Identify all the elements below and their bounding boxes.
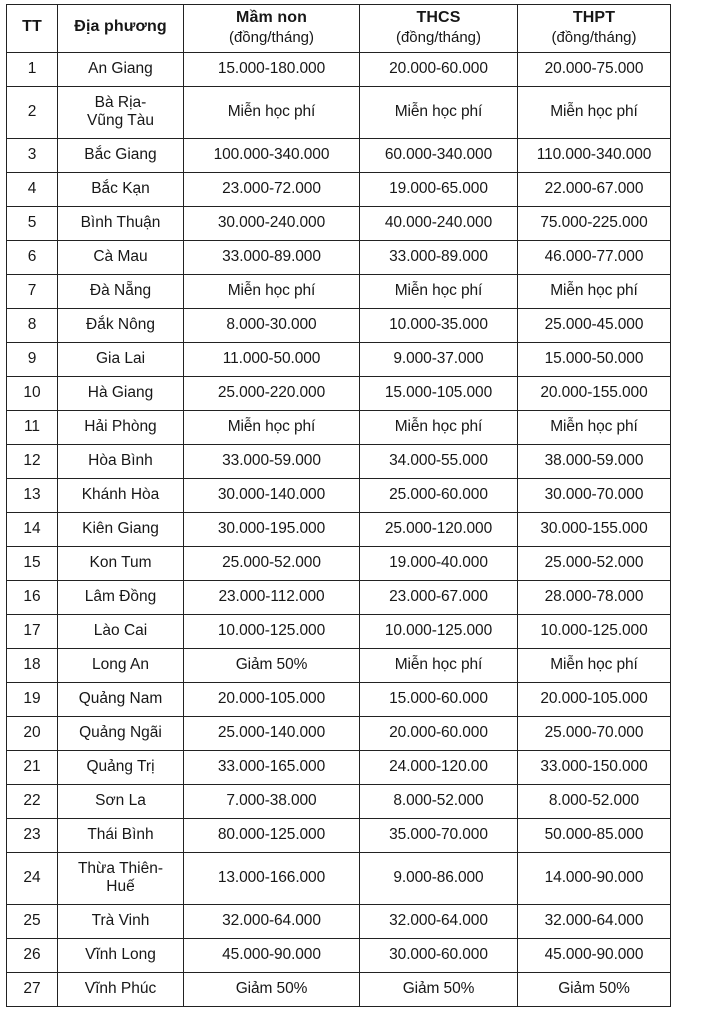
cell-fee-mn: Giảm 50% <box>184 972 360 1006</box>
cell-tt: 23 <box>7 818 58 852</box>
cell-fee-mn: 7.000-38.000 <box>184 784 360 818</box>
cell-fee-thpt: Miễn học phí <box>518 274 671 308</box>
cell-locality: Quảng Nam <box>58 682 184 716</box>
cell-tt: 14 <box>7 512 58 546</box>
column-header-thpt-unit: (đồng/tháng) <box>551 28 637 46</box>
cell-locality: Bắc Kạn <box>58 172 184 206</box>
cell-fee-thpt: 25.000-52.000 <box>518 546 671 580</box>
cell-fee-mn: 15.000-180.000 <box>184 52 360 86</box>
column-header-preschool-label: Mầm non <box>236 9 307 26</box>
cell-fee-thcs: Miễn học phí <box>360 410 518 444</box>
cell-fee-thcs: 10.000-35.000 <box>360 308 518 342</box>
cell-locality: Kiên Giang <box>58 512 184 546</box>
cell-fee-mn: Miễn học phí <box>184 274 360 308</box>
cell-tt: 6 <box>7 240 58 274</box>
table-row <box>7 546 671 580</box>
cell-fee-thcs: 30.000-60.000 <box>360 938 518 972</box>
cell-tt: 15 <box>7 546 58 580</box>
cell-locality: Hòa Bình <box>58 444 184 478</box>
cell-fee-thcs: 25.000-60.000 <box>360 478 518 512</box>
table-row <box>7 852 671 904</box>
cell-tt: 11 <box>7 410 58 444</box>
cell-fee-thpt: 30.000-155.000 <box>518 512 671 546</box>
column-header-thpt <box>518 5 671 53</box>
cell-fee-thcs: 10.000-125.000 <box>360 614 518 648</box>
cell-fee-thcs: Miễn học phí <box>360 86 518 138</box>
cell-fee-thcs: 24.000-120.00 <box>360 750 518 784</box>
cell-tt: 21 <box>7 750 58 784</box>
cell-locality: Long An <box>58 648 184 682</box>
cell-locality-line1: Thừa Thiên- <box>77 859 164 877</box>
cell-fee-mn: 30.000-240.000 <box>184 206 360 240</box>
table-row <box>7 904 671 938</box>
cell-fee-thpt: 32.000-64.000 <box>518 904 671 938</box>
column-header-thcs <box>360 5 518 53</box>
cell-fee-thcs: 15.000-60.000 <box>360 682 518 716</box>
cell-tt: 10 <box>7 376 58 410</box>
cell-locality: Trà Vinh <box>58 904 184 938</box>
cell-fee-mn: 23.000-112.000 <box>184 580 360 614</box>
cell-fee-thpt: 22.000-67.000 <box>518 172 671 206</box>
cell-locality: Bình Thuận <box>58 206 184 240</box>
table-row <box>7 138 671 172</box>
cell-fee-thcs: 15.000-105.000 <box>360 376 518 410</box>
cell-tt: 3 <box>7 138 58 172</box>
cell-locality: Sơn La <box>58 784 184 818</box>
cell-locality: Vĩnh Long <box>58 938 184 972</box>
cell-tt: 13 <box>7 478 58 512</box>
cell-fee-thpt: 33.000-150.000 <box>518 750 671 784</box>
cell-fee-thpt: 50.000-85.000 <box>518 818 671 852</box>
cell-fee-mn: 11.000-50.000 <box>184 342 360 376</box>
cell-locality: Khánh Hòa <box>58 478 184 512</box>
cell-locality <box>58 852 184 904</box>
cell-fee-thpt: 25.000-45.000 <box>518 308 671 342</box>
cell-fee-thcs: 25.000-120.000 <box>360 512 518 546</box>
cell-fee-thpt: Miễn học phí <box>518 410 671 444</box>
column-header-thcs-unit: (đồng/tháng) <box>395 28 482 46</box>
cell-tt: 25 <box>7 904 58 938</box>
cell-fee-thcs: 9.000-37.000 <box>360 342 518 376</box>
table-row <box>7 342 671 376</box>
cell-locality: Đắk Nông <box>58 308 184 342</box>
cell-tt: 2 <box>7 86 58 138</box>
cell-tt: 18 <box>7 648 58 682</box>
cell-locality <box>58 86 184 138</box>
cell-fee-thpt: 8.000-52.000 <box>518 784 671 818</box>
cell-fee-mn: 25.000-140.000 <box>184 716 360 750</box>
cell-fee-mn: 13.000-166.000 <box>184 852 360 904</box>
table-row <box>7 750 671 784</box>
cell-locality: Hà Giang <box>58 376 184 410</box>
tuition-fee-table <box>6 4 671 1007</box>
table-row <box>7 172 671 206</box>
table-row <box>7 478 671 512</box>
cell-tt: 12 <box>7 444 58 478</box>
cell-locality: Lào Cai <box>58 614 184 648</box>
cell-fee-thpt: 20.000-155.000 <box>518 376 671 410</box>
cell-fee-thpt: 20.000-75.000 <box>518 52 671 86</box>
cell-fee-thpt: 28.000-78.000 <box>518 580 671 614</box>
cell-fee-thcs: 40.000-240.000 <box>360 206 518 240</box>
cell-tt: 26 <box>7 938 58 972</box>
cell-tt: 24 <box>7 852 58 904</box>
cell-fee-thpt: 14.000-90.000 <box>518 852 671 904</box>
cell-fee-thpt: Miễn học phí <box>518 86 671 138</box>
cell-fee-thcs: Miễn học phí <box>360 274 518 308</box>
cell-fee-thpt: 10.000-125.000 <box>518 614 671 648</box>
cell-fee-mn: 80.000-125.000 <box>184 818 360 852</box>
cell-locality: Quảng Trị <box>58 750 184 784</box>
table-row <box>7 206 671 240</box>
cell-fee-mn: 25.000-220.000 <box>184 376 360 410</box>
cell-fee-mn: 23.000-72.000 <box>184 172 360 206</box>
table-row <box>7 818 671 852</box>
table-body <box>7 52 671 1006</box>
cell-locality: Bắc Giang <box>58 138 184 172</box>
cell-fee-mn: 45.000-90.000 <box>184 938 360 972</box>
cell-fee-mn: 10.000-125.000 <box>184 614 360 648</box>
cell-fee-thcs: 33.000-89.000 <box>360 240 518 274</box>
cell-fee-mn: Giảm 50% <box>184 648 360 682</box>
cell-fee-thcs: 34.000-55.000 <box>360 444 518 478</box>
cell-locality: Thái Bình <box>58 818 184 852</box>
cell-fee-mn: 8.000-30.000 <box>184 308 360 342</box>
cell-fee-thcs: Giảm 50% <box>360 972 518 1006</box>
cell-fee-mn: 32.000-64.000 <box>184 904 360 938</box>
cell-fee-thcs: 8.000-52.000 <box>360 784 518 818</box>
cell-fee-mn: 25.000-52.000 <box>184 546 360 580</box>
cell-locality: Đà Nẵng <box>58 274 184 308</box>
column-header-thcs-label: THCS <box>416 9 461 26</box>
cell-locality: An Giang <box>58 52 184 86</box>
cell-fee-thcs: 23.000-67.000 <box>360 580 518 614</box>
cell-fee-mn: 33.000-89.000 <box>184 240 360 274</box>
cell-tt: 20 <box>7 716 58 750</box>
table-row <box>7 784 671 818</box>
cell-fee-thcs: 9.000-86.000 <box>360 852 518 904</box>
table-row <box>7 444 671 478</box>
cell-fee-thcs: 35.000-70.000 <box>360 818 518 852</box>
cell-fee-thpt: 20.000-105.000 <box>518 682 671 716</box>
table-row <box>7 86 671 138</box>
cell-fee-thpt: 110.000-340.000 <box>518 138 671 172</box>
cell-fee-thpt: Miễn học phí <box>518 648 671 682</box>
cell-fee-thpt: 30.000-70.000 <box>518 478 671 512</box>
table-row <box>7 52 671 86</box>
cell-fee-mn: 33.000-59.000 <box>184 444 360 478</box>
table-row <box>7 376 671 410</box>
cell-locality: Quảng Ngãi <box>58 716 184 750</box>
cell-fee-mn: 33.000-165.000 <box>184 750 360 784</box>
cell-fee-thpt: 25.000-70.000 <box>518 716 671 750</box>
cell-fee-thpt: 75.000-225.000 <box>518 206 671 240</box>
cell-fee-mn: 30.000-140.000 <box>184 478 360 512</box>
cell-tt: 17 <box>7 614 58 648</box>
table-row <box>7 308 671 342</box>
cell-locality-line2: Huế <box>106 878 135 896</box>
cell-locality: Kon Tum <box>58 546 184 580</box>
cell-fee-thcs: Miễn học phí <box>360 648 518 682</box>
cell-fee-thpt: 45.000-90.000 <box>518 938 671 972</box>
cell-fee-mn: 20.000-105.000 <box>184 682 360 716</box>
table-row <box>7 274 671 308</box>
column-header-locality-label: Địa phương <box>74 18 167 36</box>
cell-locality: Cà Mau <box>58 240 184 274</box>
cell-fee-thcs: 20.000-60.000 <box>360 716 518 750</box>
cell-fee-thpt: 46.000-77.000 <box>518 240 671 274</box>
column-header-thpt-label: THPT <box>572 9 616 26</box>
table-header <box>7 5 671 53</box>
cell-fee-thcs: 32.000-64.000 <box>360 904 518 938</box>
cell-locality-line2: Vũng Tàu <box>87 112 154 130</box>
cell-fee-thcs: 60.000-340.000 <box>360 138 518 172</box>
cell-tt: 8 <box>7 308 58 342</box>
cell-fee-thpt: 15.000-50.000 <box>518 342 671 376</box>
cell-fee-thcs: 19.000-65.000 <box>360 172 518 206</box>
cell-tt: 22 <box>7 784 58 818</box>
table-header-row <box>7 5 671 53</box>
cell-tt: 7 <box>7 274 58 308</box>
cell-tt: 1 <box>7 52 58 86</box>
cell-fee-thpt: Giảm 50% <box>518 972 671 1006</box>
cell-tt: 4 <box>7 172 58 206</box>
table-row <box>7 972 671 1006</box>
cell-tt: 5 <box>7 206 58 240</box>
cell-locality: Lâm Đồng <box>58 580 184 614</box>
column-header-tt-label: TT <box>22 18 42 36</box>
cell-fee-thpt: 38.000-59.000 <box>518 444 671 478</box>
table-row <box>7 716 671 750</box>
cell-fee-mn: Miễn học phí <box>184 410 360 444</box>
column-header-tt <box>7 5 58 53</box>
table-row <box>7 580 671 614</box>
cell-fee-mn: Miễn học phí <box>184 86 360 138</box>
cell-fee-thcs: 19.000-40.000 <box>360 546 518 580</box>
cell-locality-line1: Bà Rịa- <box>94 93 147 111</box>
table-row <box>7 648 671 682</box>
cell-tt: 16 <box>7 580 58 614</box>
table-row <box>7 410 671 444</box>
cell-tt: 9 <box>7 342 58 376</box>
column-header-preschool <box>184 5 360 53</box>
table-row <box>7 938 671 972</box>
column-header-locality <box>58 5 184 53</box>
cell-fee-mn: 100.000-340.000 <box>184 138 360 172</box>
cell-locality: Gia Lai <box>58 342 184 376</box>
cell-locality: Vĩnh Phúc <box>58 972 184 1006</box>
cell-locality: Hải Phòng <box>58 410 184 444</box>
cell-tt: 19 <box>7 682 58 716</box>
table-row <box>7 682 671 716</box>
table-row <box>7 240 671 274</box>
table-row <box>7 614 671 648</box>
cell-fee-thcs: 20.000-60.000 <box>360 52 518 86</box>
table-row <box>7 512 671 546</box>
cell-tt: 27 <box>7 972 58 1006</box>
cell-fee-mn: 30.000-195.000 <box>184 512 360 546</box>
column-header-preschool-unit: (đồng/tháng) <box>228 28 315 46</box>
